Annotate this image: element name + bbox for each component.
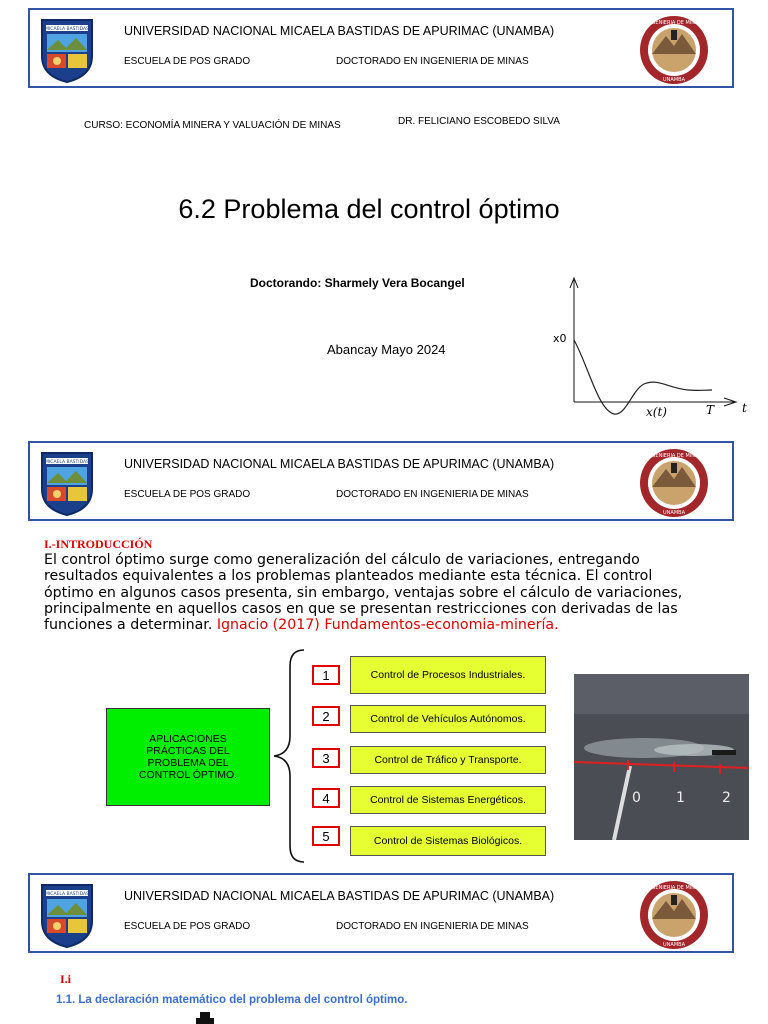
application-number: 1 [312,665,340,685]
response-curve-graph [548,270,758,430]
application-number: 3 [312,748,340,768]
t-label: t [742,401,747,415]
page-title: 6.2 Problema del control óptimo [178,194,560,224]
svg-text:MICAELA BASTIDAS: MICAELA BASTIDAS [45,27,89,32]
svg-text:INGENIERIA DE MINAS: INGENIERIA DE MINAS [646,453,702,459]
header-banner [28,873,734,953]
place-date: Abancay Mayo 2024 [327,342,446,357]
xt-label: x(t) [646,405,667,419]
program-name: DOCTORADO EN INGENIERIA DE MINAS [336,489,529,500]
application-item: Control de Sistemas Biológicos. [350,826,546,856]
application-item: Control de Sistemas Energéticos. [350,786,546,814]
course-name: CURSO: ECONOMÍA MINERA Y VALUACIÓN DE MINAS [84,120,341,131]
mining-seal-icon [638,447,710,519]
response-curve [574,340,712,414]
intro-reference: Ignacio (2017) Fundamentos-economia-minería. [216,617,559,634]
curly-brace-icon [270,646,310,866]
svg-text:MICAELA BASTIDAS: MICAELA BASTIDAS [45,460,89,465]
school-name: ESCUELA DE POS GRADO [124,489,251,500]
application-item: Control de Procesos Industriales. [350,656,546,694]
svg-text:UNAMBA: UNAMBA [663,77,685,83]
svg-text:INGENIERIA DE MINAS: INGENIERIA DE MINAS [646,885,702,891]
university-shield-icon [38,449,96,517]
distance-mark: 0 [632,790,641,806]
figure-fragment-icon [194,1012,216,1024]
intro-text: El control óptimo surge como generalización del cálculo de variaciones, entregando resultados equivalentes a los problemas planteados mediante esta técnica. El control óptimo en algunos casos presenta, sin embargo, ventajas sobre el cálculo de variaciones, principalmente en aquellos casos en que se presentan restricciones con derivadas de las funciones a determinar. [44,552,683,634]
header-banner [28,8,734,88]
student-name: Doctorando: Sharmely Vera Bocangel [250,276,465,290]
header-banner [28,441,734,521]
school-name: ESCUELA DE POS GRADO [124,56,251,67]
application-item: Control de Tráfico y Transporte. [350,746,546,774]
university-shield-icon [38,16,96,84]
application-number: 2 [312,706,340,726]
professor-name: DR. FELICIANO ESCOBEDO SILVA [398,116,560,127]
intro-heading: I.-INTRODUCCIÓN [44,537,153,551]
svg-text:INGENIERIA DE MINAS: INGENIERIA DE MINAS [646,20,702,26]
program-name: DOCTORADO EN INGENIERIA DE MINAS [336,921,529,932]
x0-label: x0 [553,332,567,345]
svg-text:MICAELA BASTIDAS: MICAELA BASTIDAS [45,892,89,897]
university-name: UNIVERSIDAD NACIONAL MICAELA BASTIDAS DE APURIMAC (UNAMBA) [124,24,555,38]
vehicle-test-photo [574,674,749,840]
application-item: Control de Vehículos Autónomos. [350,705,546,733]
application-number: 5 [312,826,340,846]
university-shield-icon [38,881,96,949]
svg-text:UNAMBA: UNAMBA [663,510,685,516]
university-name: UNIVERSIDAD NACIONAL MICAELA BASTIDAS DE APURIMAC (UNAMBA) [124,889,555,903]
intro-paragraph [44,552,694,633]
section-heading: 1.1. La declaración matemático del problema del control óptimo. [56,994,408,1006]
application-number: 4 [312,788,340,808]
distance-mark: 1 [676,790,685,806]
mining-seal-icon [638,879,710,951]
school-name: ESCUELA DE POS GRADO [124,921,251,932]
mining-seal-icon [638,14,710,86]
section-label: I.i [60,972,72,986]
distance-mark: 2 [722,790,731,806]
applications-label-box: APLICACIONES PRÁCTICAS DEL PROBLEMA DEL CONTROL ÓPTIMO. [106,708,270,806]
svg-text:UNAMBA: UNAMBA [663,942,685,948]
program-name: DOCTORADO EN INGENIERIA DE MINAS [336,56,529,67]
T-label: T [706,403,715,417]
university-name: UNIVERSIDAD NACIONAL MICAELA BASTIDAS DE APURIMAC (UNAMBA) [124,457,555,471]
